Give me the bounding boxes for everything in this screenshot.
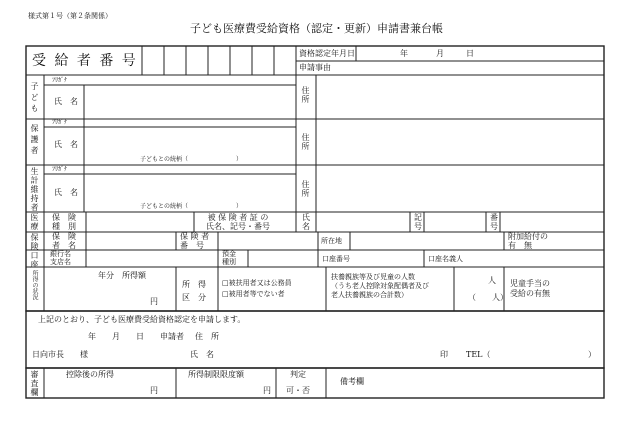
insured-number-label: 番 号 — [490, 213, 498, 231]
insured-symbol-label: 記 号 — [414, 213, 422, 231]
guardian-furigana-label: ﾌﾘｶﾞﾅ — [52, 119, 68, 126]
insurance-medical-label: 医療 — [30, 213, 39, 231]
insurance-type-label: 保 険 種 別 — [52, 213, 76, 231]
bank-label: 口座 — [30, 251, 39, 269]
seal-mark: 印 — [440, 350, 448, 359]
insured-name-short: 氏 名 — [302, 213, 310, 231]
insurer-location-label: 所在地 — [321, 237, 342, 245]
income-status-label: 所得の状況 — [31, 270, 38, 300]
review-income-yen: 円 — [150, 386, 158, 395]
account-holder-label: 口座名義人 — [428, 255, 463, 263]
dependents-persons: 人 — [488, 276, 496, 285]
child-allowance-label: 児童手当の 受給の有無 — [510, 279, 550, 299]
bank-name-label: 銀行名 支店名 — [50, 250, 71, 266]
insurer-number-label: 保 険 者 番 号 — [180, 232, 210, 250]
income-year-label: 年分 所得額 — [98, 271, 146, 280]
income-yen: 円 — [150, 297, 158, 306]
account-number-label: 口座番号 — [322, 255, 350, 263]
earner-furigana-label: ﾌﾘｶﾞﾅ — [52, 166, 68, 173]
reason-label: 申請事由 — [299, 63, 331, 72]
section-earner-label: 生計維持者 — [30, 167, 39, 212]
applicant-address-label: 住 所 — [195, 332, 219, 341]
judgement-value: 可・否 — [286, 386, 310, 395]
applicant-name-label: 氏 名 — [190, 350, 214, 359]
dependents-label: 扶養親族等及び児童の人数 （うち老人控除対象配偶者及び 老人扶養親族の合計数） — [331, 273, 429, 300]
remarks-label: 備考欄 — [340, 377, 364, 386]
cert-day: 日 — [466, 49, 474, 58]
page-title: 子ども医療費受給資格（認定・更新）申請書兼台帳 — [190, 22, 443, 35]
child-name-label: 氏 名 — [54, 97, 78, 106]
earner-name-label: 氏 名 — [54, 188, 78, 197]
insurer-label: 保険 — [30, 233, 39, 251]
declaration-text: 上記のとおり、子ども医療費受給資格認定を申請します。 — [38, 315, 246, 324]
cert-year: 年 — [400, 49, 408, 58]
guardian-address-label: 住所 — [301, 133, 310, 151]
child-address-label: 住所 — [301, 86, 310, 104]
insurer-name-label: 保 険 者 名 — [52, 232, 76, 250]
application-date: 年 月 日 — [88, 332, 144, 341]
income-limit-label: 所得制限限度額 — [188, 370, 244, 379]
form-number: 様式第１号（第２条関係） — [28, 12, 112, 20]
earner-address-label: 住所 — [301, 180, 310, 198]
mayor-addressee: 日向市長 様 — [32, 350, 88, 359]
section-guardian-label: 保護者 — [30, 124, 39, 157]
cert-month: 月 — [436, 49, 444, 58]
section-child-label: 子ども — [30, 82, 39, 115]
earner-relationship: 子どもとの続柄（ ） — [140, 203, 243, 210]
tel-close: ） — [588, 350, 596, 359]
tel-label: TEL（ — [466, 350, 491, 359]
review-label: 審査欄 — [30, 370, 39, 397]
dependents-persons-paren: （ 人） — [468, 293, 508, 302]
income-option-employee[interactable]: □被扶用者又は公務員 — [222, 279, 292, 287]
cert-date-label: 資格認定年月日 — [299, 49, 355, 58]
income-after-deduction-label: 控除後の所得 — [66, 370, 114, 379]
child-furigana-label: ﾌﾘｶﾞﾅ — [52, 77, 68, 84]
review-limit-yen: 円 — [263, 386, 271, 395]
recipient-number-label: 受 給 者 番 号 — [32, 53, 138, 69]
applicant-label: 申請者 — [160, 332, 184, 341]
judgement-label: 判定 — [290, 370, 306, 379]
income-option-non-employee[interactable]: □被用者等でない者 — [222, 290, 285, 298]
additional-benefit-label: 附加給付の 有 無 — [508, 232, 548, 250]
insured-card-label: 被 保 険 者 証 の 氏名、記号・番号 — [206, 213, 270, 231]
income-category-label: 所 得 区 分 — [182, 280, 206, 302]
deposit-type-label: 預金 種別 — [222, 250, 236, 266]
guardian-name-label: 氏 名 — [54, 140, 78, 149]
guardian-relationship: 子どもとの続柄（ ） — [140, 156, 243, 163]
